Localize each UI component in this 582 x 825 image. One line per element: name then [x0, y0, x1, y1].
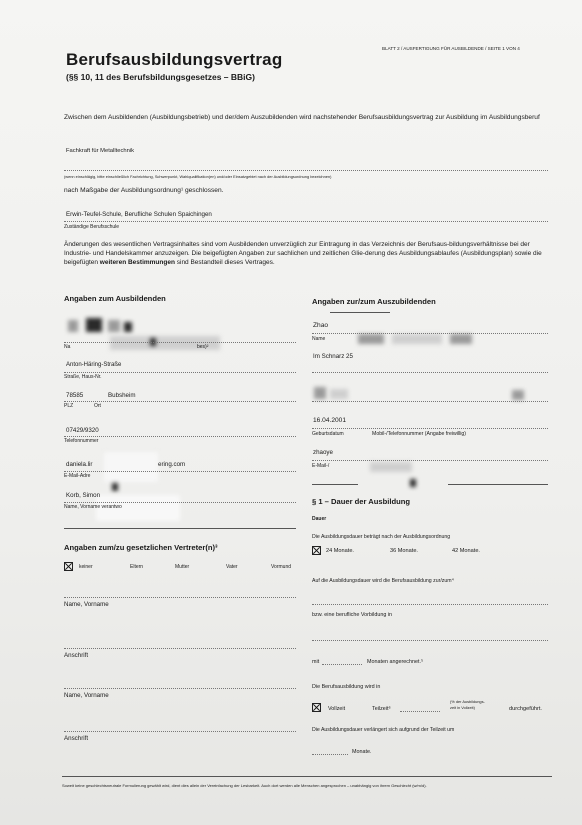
person-label: Name, Vorname verantwo	[64, 504, 122, 510]
firm-label-start: Na	[64, 344, 71, 350]
trainee-name-line	[312, 333, 548, 334]
vertreter-heading: Angaben zum/zu gesetzlichen Vertreter(n)³	[64, 543, 218, 552]
auszubildender-heading: Angaben zur/zum Auszubildenden	[312, 297, 436, 306]
firm-email-start: daniela.lir	[66, 461, 93, 468]
street-line	[64, 372, 296, 373]
trainee-name-label: Name	[312, 336, 326, 342]
dauer-label: Dauer	[312, 516, 327, 522]
footer-divider	[62, 776, 552, 777]
vorbildung-line	[312, 640, 548, 641]
anrechnung-text: Auf die Ausbildungsdauer wird die Berufsausbildung zur/zum⁴	[312, 578, 454, 584]
mobile-label: Mobil-/Telefonnummer (Angabe freiwillig)	[372, 431, 466, 437]
firm-line	[64, 342, 296, 343]
firm-email-end: ering.com	[158, 461, 186, 468]
redaction	[86, 318, 102, 332]
page-subtitle: (§§ 10, 11 des Berufsbildungsgesetzes – BBiG)	[66, 72, 255, 82]
plz-line	[64, 401, 296, 402]
firm-plz: 78585	[66, 392, 84, 399]
trainee-street-line	[312, 372, 548, 373]
person-line	[64, 502, 296, 503]
email-line	[64, 471, 296, 472]
footnote: Soweit keine geschlechtsneutrale Formulierung gewählt wird, dient dies allein der Vereinfachung der Lesbarkeit. Auch dort werden alle Menschen angesprochen – unabhängig von ihrem Geschlecht (w/m/d).	[62, 783, 427, 788]
option-mutter: Mutter	[175, 564, 190, 570]
redaction	[330, 389, 348, 399]
redaction	[112, 483, 118, 491]
responsible-person: Korb, Simon	[66, 492, 101, 499]
schule-value: Erwin-Teufel-Schule, Berufliche Schulen Spaichingen	[66, 211, 212, 218]
redaction	[450, 334, 472, 344]
verlaengert-monate: Monate.	[352, 749, 372, 755]
redaction	[124, 322, 132, 332]
dob-label: Geburtsdatum	[312, 431, 344, 437]
redaction	[68, 320, 78, 332]
phone-label: Telefonnummer	[64, 438, 99, 444]
changes-paragraph: Änderungen des wesentlichen Vertragsinhaltes sind vom Ausbildenden unverzüglich zur Eintragung in das Verzeichnis der Berufsaus-bildungsverhältnisse bei der Industrie- und Handelskammer anzuzeigen. Die beigefügten Angaben zur sachlichen und zeitlichen Glie-derung des Ausbildungsablaufes (Ausbildungsplan) sowie die beigefügten weiteren Bestimmungen sind Bestandteil dieses Vertrages.	[64, 241, 542, 266]
phone-line	[64, 436, 296, 437]
ordnung-text: nach Maßgabe der Ausbildungsordnung¹ geschlossen.	[64, 187, 224, 194]
option-vater: Vater	[226, 564, 238, 570]
sheet-info: BLATT 2 / AUSFERTIGUNG FÜR AUSBILDENDE / SEITE 1 VON 4	[382, 46, 520, 51]
firm-ort: Bubsheim	[108, 392, 136, 399]
trainee-name: Zhao	[313, 322, 329, 329]
option-42-label: 42 Monate.	[452, 548, 480, 554]
dauer-text: Die Ausbildungsdauer beträgt nach der Ausbildungsordnung	[312, 534, 451, 540]
vertreter1-name-label: Name, Vorname	[64, 601, 109, 608]
mit-line	[322, 664, 362, 665]
option-24-label: 24 Monate.	[326, 548, 354, 554]
verlaengert-line	[312, 754, 348, 755]
redaction	[108, 320, 120, 332]
dauer-heading: § 1 – Dauer der Ausbildung	[312, 497, 411, 506]
trainee-dob: 16.04.2001	[313, 417, 347, 424]
teilzeit-line	[400, 711, 440, 712]
option-vormund: Vormund	[271, 564, 292, 570]
redaction	[370, 462, 412, 472]
street-label: Straße, Haus-Nr.	[64, 374, 102, 380]
vollzeit-label: Vollzeit	[328, 706, 346, 712]
email-label: E-Mail-Adre	[64, 473, 91, 479]
vertreter1-address-label: Anschrift	[64, 652, 89, 659]
keiner-checkbox[interactable]	[64, 562, 73, 571]
short-line	[448, 484, 548, 485]
redaction	[410, 479, 416, 487]
short-line	[312, 484, 358, 485]
durchgefuehrt-text: durchgeführt.	[509, 706, 542, 712]
teilzeit-label: Teilzeit⁶	[372, 706, 391, 712]
redaction	[314, 387, 326, 399]
vertreter2-address-line	[64, 731, 296, 732]
vertreter1-name-line	[64, 597, 296, 598]
beruf-value: Fachkraft für Metalltechnik	[66, 148, 134, 154]
redaction	[512, 390, 524, 400]
trainee-plz-line	[312, 401, 548, 402]
schule-label: Zuständige Berufsschule	[64, 224, 120, 230]
trainee-street: Im Schnarz 25	[313, 353, 353, 360]
heading-underline	[330, 312, 390, 313]
vertreter1-address-line	[64, 648, 296, 649]
ausbildender-heading: Angaben zum Ausbildenden	[64, 294, 166, 303]
trainee-email-line	[312, 460, 548, 461]
schule-line	[64, 221, 548, 222]
page-title: Berufsausbildungsvertrag	[66, 50, 283, 69]
teilzeit-note-1: (% der Ausbildungs-	[450, 699, 485, 704]
intro-text: Zwischen dem Ausbildenden (Ausbildungsbetrieb) und der/dem Auszubildenden wird nachstehender Berufsausbildungsvertrag zur Ausbildung im Ausbildungsberuf	[64, 114, 540, 121]
redaction	[358, 334, 384, 344]
ort-label: Ort	[94, 403, 101, 409]
plz-label: PLZ	[64, 403, 74, 409]
verlaengert-text: Die Ausbildungsdauer verlängert sich aufgrund der Teilzeit um	[312, 727, 455, 733]
firm-street: Anton-Häring-Straße	[66, 362, 122, 368]
option-24-checkbox[interactable]	[312, 546, 321, 555]
vertreter2-name-label: Name, Vorname	[64, 692, 109, 699]
redaction	[392, 334, 442, 344]
section-divider	[64, 528, 296, 529]
durchfuehrung-text: Die Berufsausbildung wird in	[312, 684, 381, 690]
option-eltern: Eltern	[130, 564, 144, 570]
angerechnet-text: Monaten angerechnet.⁵	[367, 659, 424, 665]
vollzeit-checkbox[interactable]	[312, 703, 321, 712]
firm-phone: 07429/9320	[66, 427, 99, 434]
dob-line	[312, 428, 548, 429]
option-36-label: 36 Monate.	[390, 548, 418, 554]
trainee-email-label: E-Mail-/	[312, 463, 330, 469]
vertreter2-name-line	[64, 688, 296, 689]
teilzeit-note-2: zeit in Vollzeit)	[450, 705, 475, 710]
trainee-email: zhaoye	[313, 449, 333, 456]
firm-label-end: bes)²	[197, 344, 209, 350]
beruf-line	[64, 170, 548, 171]
beruf-note: (wenn einschlägig, bitte einschließlich Fachrichtung, Schwerpunkt, Wahlqualifikation(en) und/oder Einsatzgebiet nach der Ausbildungsordnung bezeichnen)	[64, 174, 332, 179]
option-keiner: keiner	[79, 564, 93, 570]
mit-text: mit	[312, 659, 320, 665]
anrechnung-line	[312, 604, 548, 605]
redaction	[104, 452, 158, 482]
vertreter2-address-label: Anschrift	[64, 735, 89, 742]
vorbildung-text: bzw. eine berufliche Vorbildung in	[312, 612, 393, 618]
